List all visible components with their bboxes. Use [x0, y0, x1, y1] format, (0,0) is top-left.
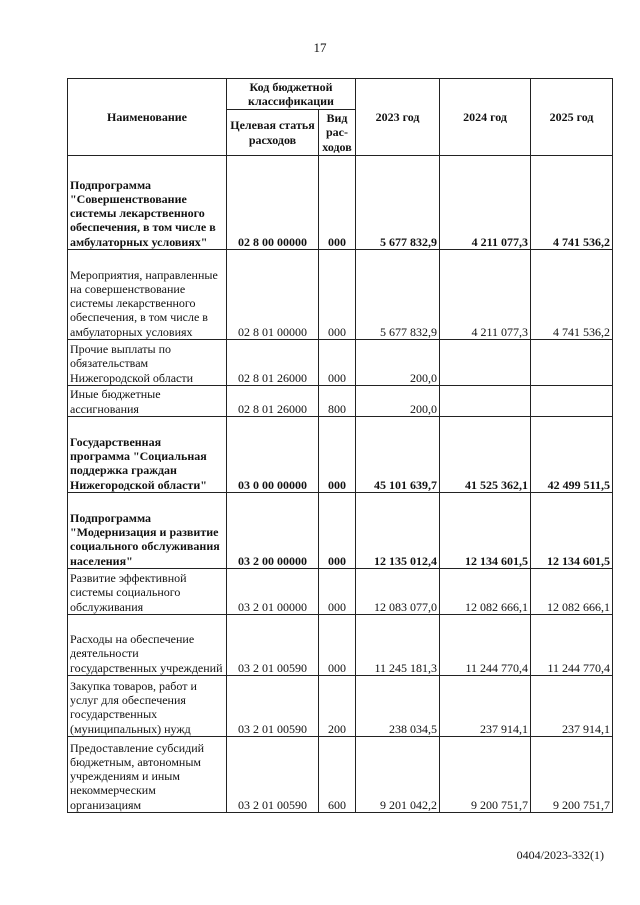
- row-value-2025: 12 134 601,5: [531, 493, 613, 569]
- row-value-2023: 11 245 181,3: [356, 615, 440, 676]
- table-row: [68, 250, 613, 340]
- table-row: [68, 615, 613, 676]
- row-value-2025: 11 244 770,4: [531, 615, 613, 676]
- row-target-code: 02 8 01 26000: [227, 340, 319, 386]
- row-value-2025: 237 914,1: [531, 676, 613, 737]
- row-target-code: 03 2 01 00590: [227, 615, 319, 676]
- row-expense-type: 000: [319, 417, 356, 493]
- row-expense-type: 000: [319, 615, 356, 676]
- row-name: Закупка товаров, работ и услуг для обеспечения государственных (муниципальных) нужд: [68, 676, 227, 737]
- table-row: [68, 386, 613, 417]
- row-expense-type: 800: [319, 386, 356, 417]
- row-expense-type: 200: [319, 676, 356, 737]
- row-value-2023: 5 677 832,9: [356, 156, 440, 250]
- row-target-code: 03 2 01 00590: [227, 737, 319, 813]
- header-target-article: Целевая статья расходов: [227, 110, 319, 156]
- table-row: [68, 737, 613, 813]
- page-number: 17: [313, 40, 327, 55]
- row-value-2024: 4 211 077,3: [440, 250, 531, 340]
- row-name: Подпрограмма "Модернизация и развитие социального обслуживания населения": [68, 493, 227, 569]
- row-value-2023: 5 677 832,9: [356, 250, 440, 340]
- budget-table: [67, 78, 613, 813]
- row-value-2023: 12 135 012,4: [356, 493, 440, 569]
- row-name: Подпрограмма "Совершенствование системы лекарственного обеспечения, в том числе в амбулаторных условиях": [68, 156, 227, 250]
- row-value-2024: 11 244 770,4: [440, 615, 531, 676]
- row-value-2023: 200,0: [356, 386, 440, 417]
- row-value-2025: 9 200 751,7: [531, 737, 613, 813]
- row-target-code: 03 2 01 00000: [227, 569, 319, 615]
- row-value-2024: 237 914,1: [440, 676, 531, 737]
- row-name: Развитие эффективной системы социального обслуживания: [68, 569, 227, 615]
- row-expense-type: 000: [319, 493, 356, 569]
- row-value-2024: 9 200 751,7: [440, 737, 531, 813]
- table-row: [68, 340, 613, 386]
- row-value-2023: 9 201 042,2: [356, 737, 440, 813]
- table-row: [68, 676, 613, 737]
- row-expense-type: 000: [319, 340, 356, 386]
- row-expense-type: 000: [319, 569, 356, 615]
- row-value-2023: 12 083 077,0: [356, 569, 440, 615]
- row-value-2024: 41 525 362,1: [440, 417, 531, 493]
- row-expense-type: 000: [319, 250, 356, 340]
- row-target-code: 02 8 01 00000: [227, 250, 319, 340]
- row-name: Государственная программа "Социальная поддержка граждан Нижегородской области": [68, 417, 227, 493]
- row-value-2025: [531, 340, 613, 386]
- row-value-2025: 42 499 511,5: [531, 417, 613, 493]
- row-name: Расходы на обеспечение деятельности государственных учреждений: [68, 615, 227, 676]
- row-target-code: 03 0 00 00000: [227, 417, 319, 493]
- header-name: Наименование: [68, 79, 227, 156]
- row-value-2024: [440, 340, 531, 386]
- table-row: [68, 493, 613, 569]
- table-row: [68, 417, 613, 493]
- row-target-code: 03 2 01 00590: [227, 676, 319, 737]
- row-value-2023: 238 034,5: [356, 676, 440, 737]
- header-year-2024: 2024 год: [440, 79, 531, 156]
- table-row: [68, 156, 613, 250]
- row-target-code: 03 2 00 00000: [227, 493, 319, 569]
- header-expense-type: Вид рас-ходов: [319, 110, 356, 156]
- row-target-code: 02 8 00 00000: [227, 156, 319, 250]
- table-row: [68, 569, 613, 615]
- row-expense-type: 600: [319, 737, 356, 813]
- header-code-group: Код бюджетной классификации: [227, 79, 356, 110]
- row-name: Мероприятия, направленные на совершенствование системы лекарственного обеспечения, в том числе в амбулаторных условиях: [68, 250, 227, 340]
- row-expense-type: 000: [319, 156, 356, 250]
- row-value-2025: 4 741 536,2: [531, 250, 613, 340]
- row-name: Иные бюджетные ассигнования: [68, 386, 227, 417]
- row-name: Предоставление субсидий бюджетным, автономным учреждениям и иным некоммерческим организациям: [68, 737, 227, 813]
- row-value-2023: 45 101 639,7: [356, 417, 440, 493]
- row-value-2024: [440, 386, 531, 417]
- row-value-2024: 4 211 077,3: [440, 156, 531, 250]
- row-name: Прочие выплаты по обязательствам Нижегородской области: [68, 340, 227, 386]
- row-value-2024: 12 082 666,1: [440, 569, 531, 615]
- document-code: 0404/2023-332(1): [516, 848, 604, 862]
- row-target-code: 02 8 01 26000: [227, 386, 319, 417]
- row-value-2023: 200,0: [356, 340, 440, 386]
- header-row-1: [68, 79, 613, 110]
- header-year-2023: 2023 год: [356, 79, 440, 156]
- row-value-2025: 12 082 666,1: [531, 569, 613, 615]
- row-value-2025: 4 741 536,2: [531, 156, 613, 250]
- row-value-2025: [531, 386, 613, 417]
- row-value-2024: 12 134 601,5: [440, 493, 531, 569]
- header-year-2025: 2025 год: [531, 79, 613, 156]
